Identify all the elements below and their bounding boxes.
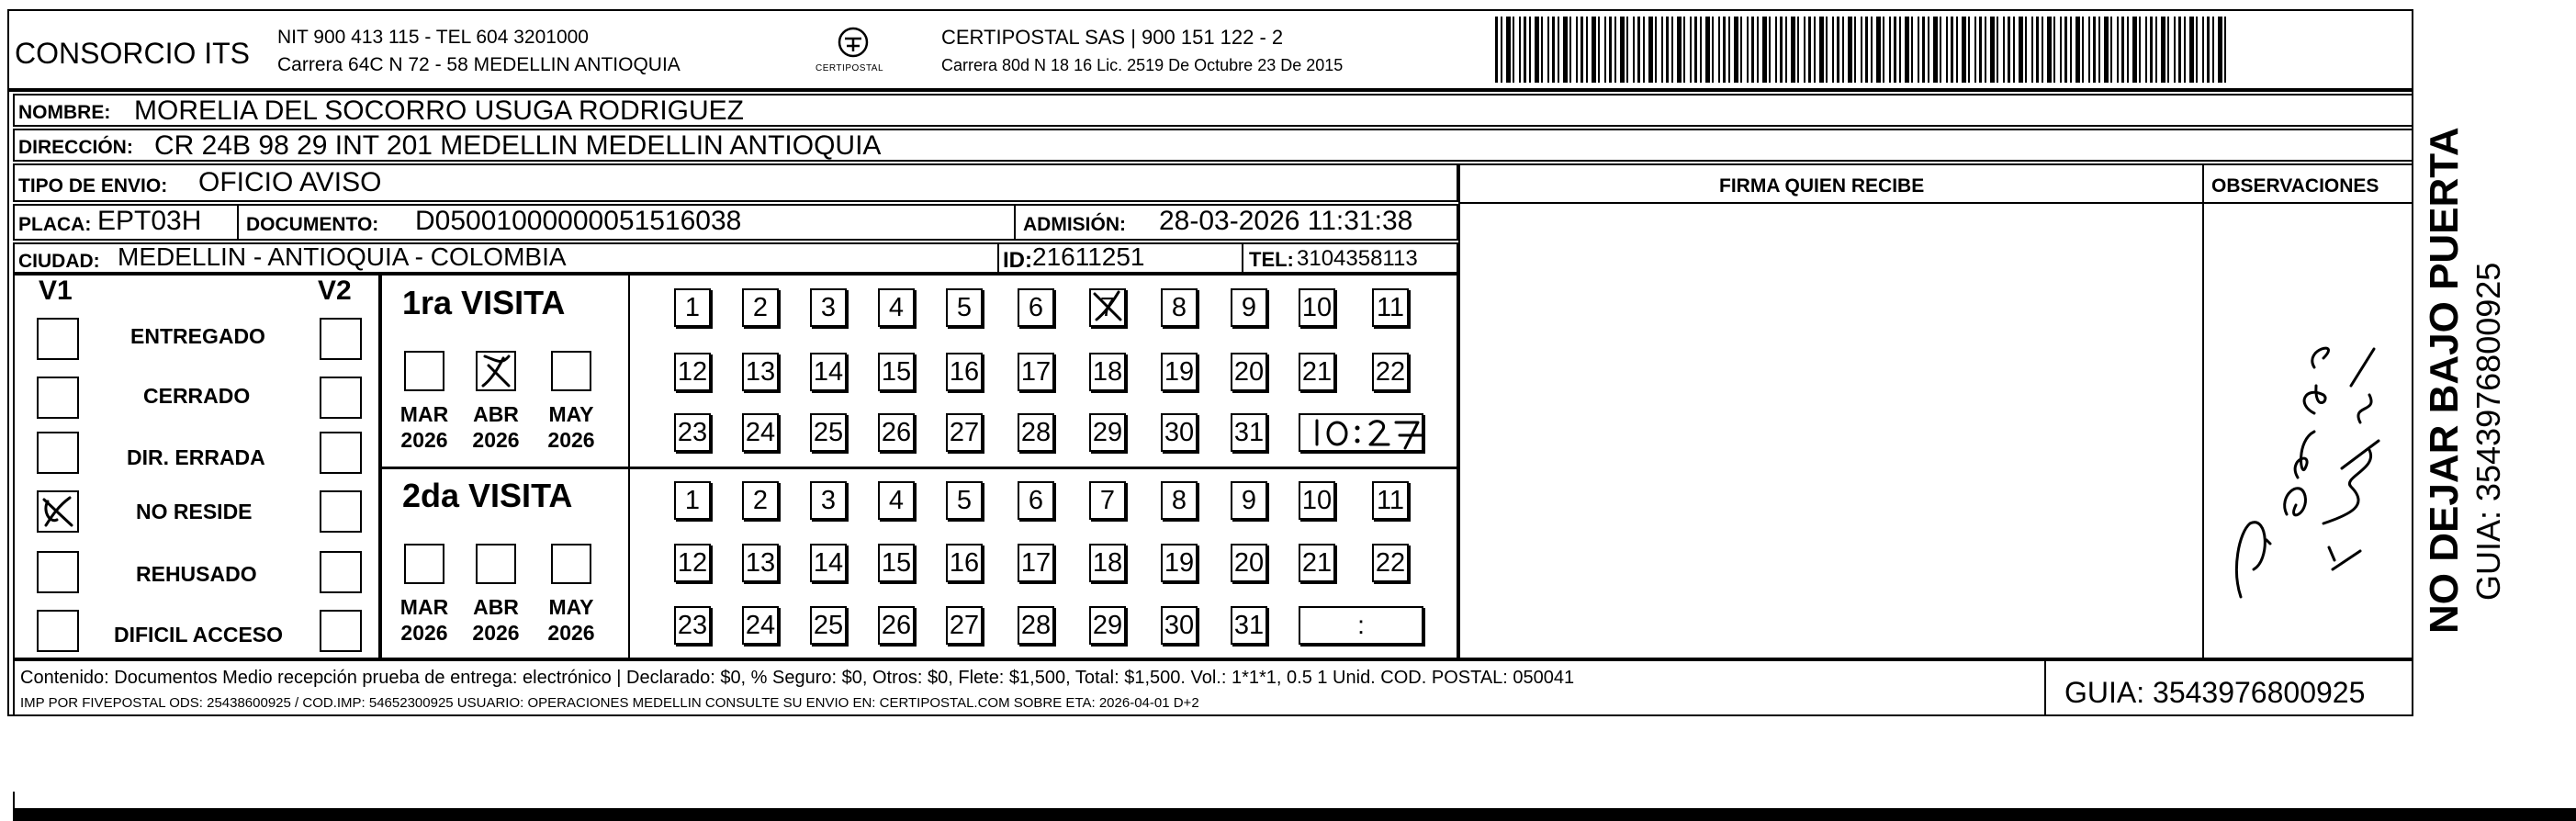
footer-guia: GUIA: 3543976800925 — [2064, 676, 2366, 709]
visit1-month-checkbox-checked[interactable] — [476, 351, 516, 391]
visit2-day-box[interactable]: 3 — [810, 481, 847, 520]
visit2-day-box[interactable]: 4 — [878, 481, 915, 520]
visit1-day-box[interactable]: 21 — [1299, 353, 1335, 391]
logo-text: CERTIPOSTAL — [816, 63, 884, 73]
company-line-1: NIT 900 413 115 - TEL 604 3201000 — [277, 27, 589, 48]
v2-checkbox[interactable] — [320, 610, 362, 652]
visit2-day-box[interactable]: 15 — [878, 544, 915, 582]
visit1-day-box[interactable]: 10 — [1299, 288, 1335, 327]
visit2-day-box[interactable]: 26 — [878, 606, 915, 645]
month-label: MAR — [399, 402, 449, 426]
visit1-day-box[interactable]: 12 — [674, 353, 711, 391]
visit1-day-box[interactable]: 1 — [674, 288, 711, 327]
visit1-day-box-marked[interactable]: 7 — [1089, 288, 1126, 327]
footer-line-2: IMP POR FIVEPOSTAL ODS: 25438600925 / COD.IMP: 54652300925 USUARIO: OPERACIONES MEDELLIN CONSULTE SU ENVIO EN: CERTIPOSTAL.COM SOBRE ETA: 2026-04-01 D+2 — [20, 695, 1199, 711]
certipostal-logo — [810, 26, 896, 81]
month-label: ABR — [473, 402, 519, 426]
status-label: DIFICIL ACCESO — [114, 623, 284, 647]
visit2-day-box[interactable]: 27 — [946, 606, 983, 645]
divider — [1242, 242, 1243, 274]
courier-line-1: CERTIPOSTAL SAS | 900 151 122 - 2 — [941, 26, 1284, 49]
visits-month-divider — [628, 274, 630, 659]
year-label: 2026 — [547, 428, 595, 452]
year-label: 2026 — [400, 621, 448, 645]
visit2-day-box[interactable]: 14 — [810, 544, 847, 582]
id-label: ID: — [1003, 248, 1032, 273]
visit2-day-box[interactable]: 23 — [674, 606, 711, 645]
checkmark-icon — [39, 492, 77, 531]
visit1-day-box[interactable]: 25 — [810, 413, 847, 452]
firma-column — [1458, 163, 2204, 659]
ciudad-label: CIUDAD: — [18, 251, 100, 272]
year-label: 2026 — [472, 621, 520, 645]
visit2-month-checkbox[interactable] — [404, 544, 444, 584]
visit1-day-box[interactable]: 2 — [742, 288, 779, 327]
visit2-day-box[interactable]: 17 — [1018, 544, 1054, 582]
visit1-day-box[interactable]: 28 — [1018, 413, 1054, 452]
visit1-title: 1ra VISITA — [402, 284, 566, 321]
nombre-value: MORELIA DEL SOCORRO USUGA RODRIGUEZ — [134, 96, 744, 126]
year-label: 2026 — [547, 621, 595, 645]
side-guia-text: GUIA: 3543976800925 — [2469, 262, 2507, 601]
visit1-day-box[interactable]: 13 — [742, 353, 779, 391]
visit1-day-box[interactable]: 23 — [674, 413, 711, 452]
divider — [997, 242, 999, 274]
documento-label: DOCUMENTO: — [246, 214, 379, 235]
direccion-label: DIRECCIÓN: — [18, 137, 133, 158]
courier-line-2: Carrera 80d N 18 16 Lic. 2519 De Octubre 23 De 2015 — [941, 56, 1344, 74]
visit2-day-box[interactable]: 6 — [1018, 481, 1054, 520]
visit2-day-box[interactable]: 25 — [810, 606, 847, 645]
visit2-day-box[interactable]: 10 — [1299, 481, 1335, 520]
visit2-day-box[interactable]: 2 — [742, 481, 779, 520]
visit1-day-box[interactable]: 19 — [1161, 353, 1198, 391]
ciudad-value: MEDELLIN - ANTIOQUIA - COLOMBIA — [118, 242, 567, 271]
admision-value: 28-03-2026 11:31:38 — [1159, 206, 1413, 236]
status-label: ENTREGADO — [130, 324, 265, 348]
v2-checkbox[interactable] — [320, 318, 362, 360]
nombre-label: NOMBRE: — [18, 102, 111, 123]
v2-label: V2 — [318, 276, 352, 306]
v1-checkbox[interactable] — [37, 432, 79, 474]
v2-checkbox[interactable] — [320, 551, 362, 593]
visits-divider — [380, 467, 1458, 469]
month-label: ABR — [473, 595, 519, 619]
tipo-value: OFICIO AVISO — [198, 167, 382, 197]
id-value: 21611251 — [1032, 242, 1145, 271]
year-label: 2026 — [400, 428, 448, 452]
scan-bottom-bar — [13, 808, 2576, 821]
company-line-2: Carrera 64C N 72 - 58 MEDELLIN ANTIOQUIA — [277, 54, 681, 75]
visit1-day-box[interactable]: 30 — [1161, 413, 1198, 452]
v1-checkbox[interactable] — [37, 610, 79, 652]
placa-label: PLACA: — [18, 214, 92, 235]
visit1-month-checkbox[interactable] — [551, 351, 591, 391]
documento-value: D05001000000051516038 — [415, 206, 742, 236]
visit2-day-box[interactable]: 22 — [1372, 544, 1409, 582]
visit2-day-box[interactable]: 20 — [1231, 544, 1267, 582]
admision-label: ADMISIÓN: — [1023, 214, 1126, 235]
visit1-day-box[interactable]: 29 — [1089, 413, 1126, 452]
divider — [237, 204, 239, 241]
month-label: MAY — [548, 402, 594, 426]
visit1-day-box[interactable]: 6 — [1018, 288, 1054, 327]
month-label: MAR — [399, 595, 449, 619]
visit2-month-checkbox[interactable] — [551, 544, 591, 584]
side-notice — [2424, 83, 2525, 634]
tel-value: 3104358113 — [1297, 246, 1418, 271]
v1-checkbox[interactable] — [37, 318, 79, 360]
visit2-day-box[interactable]: 8 — [1161, 481, 1198, 520]
visit2-day-box[interactable]: 9 — [1231, 481, 1267, 520]
side-main-text: NO DEJAR BAJO PUERTA — [2422, 127, 2467, 634]
footer-line-1: Contenido: Documentos Medio recepción prueba de entrega: electrónico | Declarado: $0, % Seguro: $0, Otros: $0, Flete: $1,500, Total: $1,500. Vol.: 1*1*1, 0.5 1 Unid. COD. POSTAL: 050041 — [20, 668, 1575, 688]
visit1-day-box[interactable]: 31 — [1231, 413, 1267, 452]
visit2-day-box[interactable]: 31 — [1231, 606, 1267, 645]
visit1-month-checkbox[interactable] — [404, 351, 444, 391]
visit2-day-box[interactable]: 19 — [1161, 544, 1198, 582]
visit1-day-box[interactable]: 3 — [810, 288, 847, 327]
visit1-day-box[interactable]: 27 — [946, 413, 983, 452]
direccion-value: CR 24B 98 29 INT 201 MEDELLIN MEDELLIN ANTIOQUIA — [154, 130, 882, 161]
visit1-day-box[interactable]: 16 — [946, 353, 983, 391]
visit1-day-box[interactable]: 18 — [1089, 353, 1126, 391]
visit1-day-box[interactable]: 17 — [1018, 353, 1054, 391]
visit2-day-box[interactable]: 12 — [674, 544, 711, 582]
visit1-day-box[interactable]: 11 — [1372, 288, 1409, 327]
visit2-day-box[interactable]: 16 — [946, 544, 983, 582]
visit1-day-box[interactable]: 20 — [1231, 353, 1267, 391]
checkmark-icon — [478, 353, 514, 389]
v1-checkbox[interactable] — [37, 551, 79, 593]
visit2-day-box[interactable]: 5 — [946, 481, 983, 520]
visit2-day-box[interactable]: 28 — [1018, 606, 1054, 645]
visit2-day-box[interactable]: 24 — [742, 606, 779, 645]
month-label: MAY — [548, 595, 594, 619]
divider — [2044, 659, 2046, 716]
visit2-day-box[interactable]: 30 — [1161, 606, 1198, 645]
observaciones-header: OBSERVACIONES — [2211, 175, 2379, 197]
visit2-day-box[interactable]: 11 — [1372, 481, 1409, 520]
tipo-label: TIPO DE ENVIO: — [18, 175, 168, 197]
year-label: 2026 — [472, 428, 520, 452]
checkmark-icon — [1089, 288, 1126, 325]
visit2-day-box[interactable]: 21 — [1299, 544, 1335, 582]
placa-value: EPT03H — [97, 206, 202, 236]
v1-checkbox[interactable] — [37, 377, 79, 419]
status-label: DIR. ERRADA — [127, 445, 265, 469]
visit2-day-box[interactable]: 29 — [1089, 606, 1126, 645]
visit1-day-box[interactable]: 14 — [810, 353, 847, 391]
visit2-day-box[interactable]: 7 — [1089, 481, 1126, 520]
barcode — [1495, 17, 2230, 83]
v2-checkbox[interactable] — [320, 432, 362, 474]
v2-checkbox[interactable] — [320, 377, 362, 419]
divider — [1014, 204, 1016, 241]
visit2-title: 2da VISITA — [402, 477, 573, 514]
visit2-day-box[interactable]: 1 — [674, 481, 711, 520]
visit1-day-box[interactable]: 26 — [878, 413, 915, 452]
visit1-day-box[interactable]: 5 — [946, 288, 983, 327]
v1-checkbox-checked[interactable] — [37, 490, 79, 533]
company-name: CONSORCIO ITS — [15, 37, 251, 70]
visit1-day-box[interactable]: 4 — [878, 288, 915, 327]
handwritten-observation — [2213, 294, 2397, 615]
visit2-time-box[interactable]: : — [1299, 606, 1423, 645]
v1-label: V1 — [39, 276, 73, 306]
v2-checkbox[interactable] — [320, 490, 362, 533]
visit1-day-box[interactable]: 22 — [1372, 353, 1409, 391]
visit1-day-box[interactable]: 24 — [742, 413, 779, 452]
visit1-day-box[interactable]: 8 — [1161, 288, 1198, 327]
status-label: NO RESIDE — [136, 500, 253, 523]
visit1-day-box[interactable]: 9 — [1231, 288, 1267, 327]
status-label: CERRADO — [143, 384, 251, 408]
tel-label: TEL: — [1249, 248, 1294, 271]
visit2-month-checkbox[interactable] — [476, 544, 516, 584]
status-label: REHUSADO — [136, 562, 257, 586]
visit2-day-box[interactable]: 13 — [742, 544, 779, 582]
visit1-time-handwritten — [1304, 411, 1442, 454]
visit1-day-box[interactable]: 15 — [878, 353, 915, 391]
firma-header: FIRMA QUIEN RECIBE — [1719, 175, 1925, 197]
visit2-day-box[interactable]: 18 — [1089, 544, 1126, 582]
